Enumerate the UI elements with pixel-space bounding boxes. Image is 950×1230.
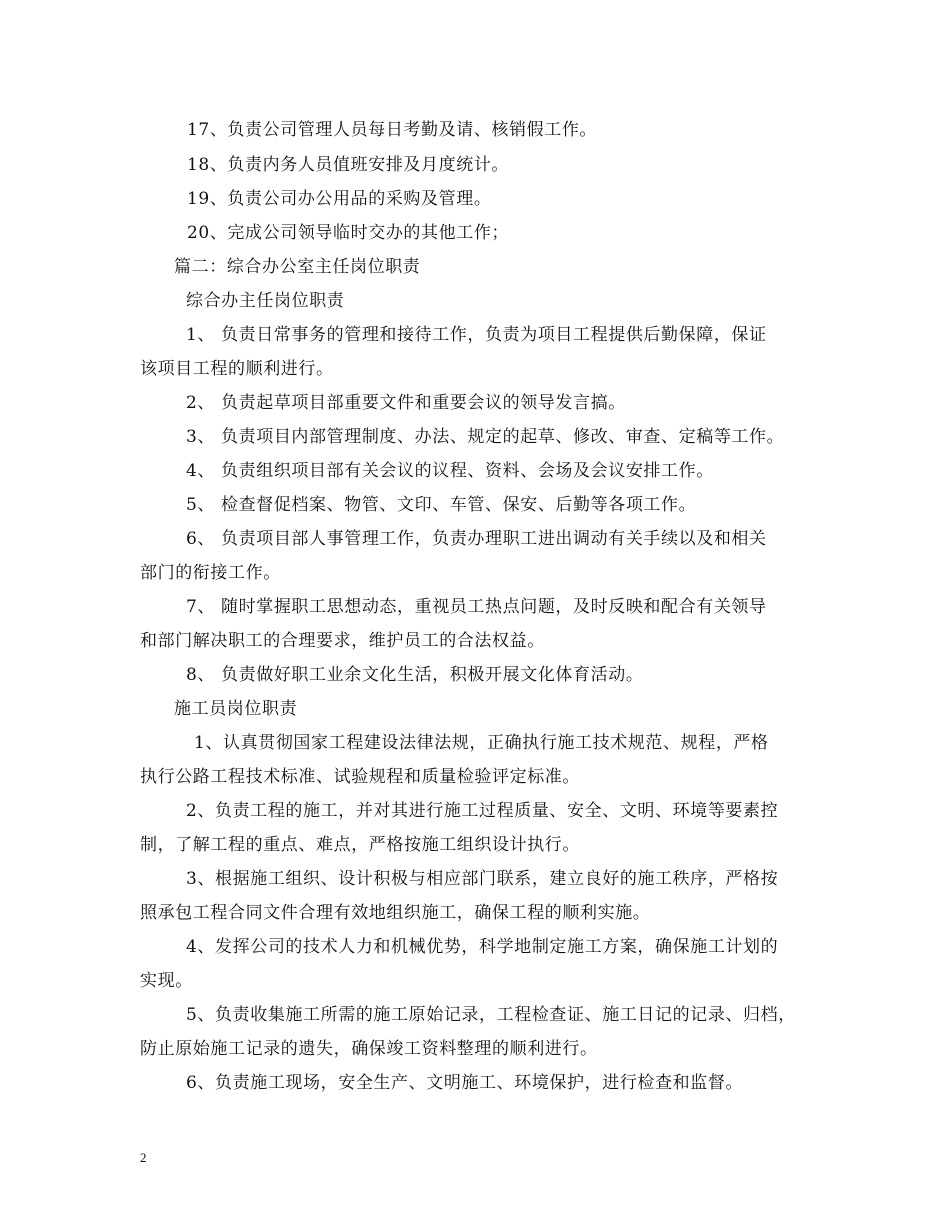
text-line: 防止原始施工记录的遗失，确保竣工资料整理的顺利进行。 [140,1039,598,1059]
text-line: 制，了解工程的重点、难点，严格按施工组织设计执行。 [140,835,580,855]
text-line: 实现。 [140,971,193,991]
text-line: 执行公路工程技术标准、试验规程和质量检验评定标准。 [140,767,580,787]
text-line: 和部门解决职工的合理要求，维护员工的合法权益。 [140,631,545,651]
text-line: 6、负责施工现场，安全生产、文明施工、环境保护，进行检查和监督。 [186,1073,744,1093]
text-line: 2、 负责起草项目部重要文件和重要会议的领导发言搞。 [186,393,626,413]
text-line: 3、 负责项目内部管理制度、办法、规定的起草、修改、审查、定稿等工作。 [186,427,785,447]
text-line: 部门的衔接工作。 [140,563,281,583]
text-line: 1、认真贯彻国家工程建设法律法规，正确执行施工技术规范、规程，严格 [194,733,769,753]
text-line: 17、负责公司管理人员每日考勤及请、核销假工作。 [187,120,598,140]
text-line: 8、 负责做好职工业余文化生活，积极开展文化体育活动。 [186,665,644,685]
text-line: 该项目工程的顺利进行。 [140,359,334,379]
text-line: 7、 随时掌握职工思想动态，重视员工热点问题，及时反映和配合有关领导 [186,597,767,617]
text-line: 4、 负责组织项目部有关会议的议程、资料、会场及会议安排工作。 [186,461,714,481]
text-line: 6、 负责项目部人事管理工作，负责办理职工进出调动有关手续以及和相关 [186,529,767,549]
text-line: 4、发挥公司的技术人力和机械优势，科学地制定施工方案，确保施工计划的 [186,937,779,957]
text-line: 5、负责收集施工所需的施工原始记录，工程检查证、施工日记的记录、归档， [186,1005,796,1025]
text-line: 19、负责公司办公用品的采购及管理。 [187,189,492,209]
text-line: 5、 检查督促档案、物管、文印、车管、保安、后勤等各项工作。 [186,495,697,515]
subsection-heading: 施工员岗位职责 [174,699,298,719]
text-line: 照承包工程合同文件合理有效地组织施工，确保工程的顺利实施。 [140,903,651,923]
text-line: 20、完成公司领导临时交办的其他工作； [187,223,510,243]
text-line: 2、负责工程的施工，并对其进行施工过程质量、安全、文明、环境等要素控 [186,801,779,821]
text-line: 3、根据施工组织、设计积极与相应部门联系，建立良好的施工秩序，严格按 [186,869,779,889]
section-heading: 篇二：综合办公室主任岗位职责 [174,257,421,277]
text-line: 18、负责内务人员值班安排及月度统计。 [187,155,510,175]
page-number: 2 [140,1150,147,1165]
subsection-heading: 综合办主任岗位职责 [186,291,345,311]
text-line: 1、 负责日常事务的管理和接待工作，负责为项目工程提供后勤保障，保证 [186,325,767,345]
